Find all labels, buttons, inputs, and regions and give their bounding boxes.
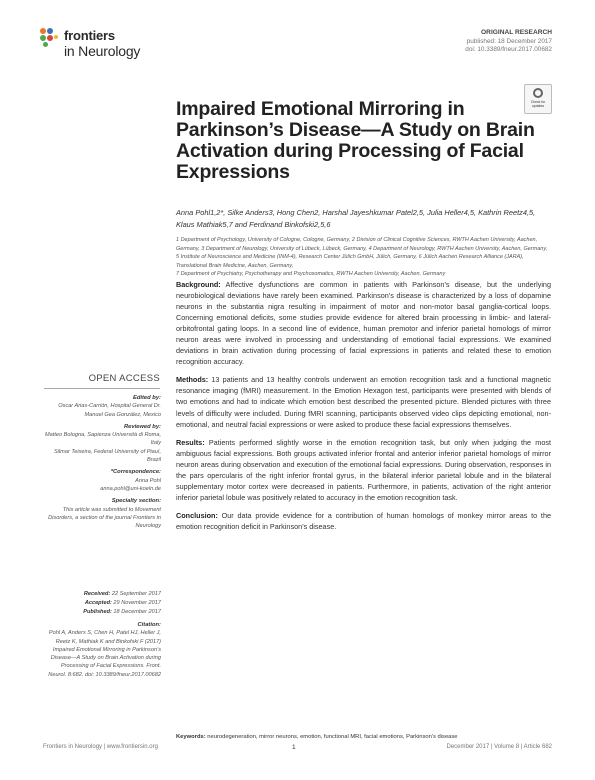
footer-journal-link[interactable]: Frontiers in Neurology | www.frontiersin.org (43, 744, 158, 750)
update-icon (533, 88, 543, 98)
abstract-results: Results: Patients performed slightly worse in the emotion recognition task, but only when judging the most ambiguous facial expressions. Both groups activated inferior frontal and anterior inferior parietal homologs of mirror neuron areas during observation and execution of the emotional facial expressions. During observation, responses in the pars opercularis of the right inferior frontal gyrus, in the bilateral inferior parietal lobule and in the bilateral supplementary motor cortex were decreased in patients. Furthermore, in patients, activation of the right anterior inferior parietal lobule was positively related to accuracy in the emotion recognition task. (176, 437, 551, 502)
footer-volume-info: December 2017 | Volume 8 | Article 682 (446, 744, 552, 750)
abstract-background: Background: Affective dysfunctions are common in patients with Parkinson’s disease, but the underlying neurobiological deviations have rarely been examined. Parkinson’s disease is characterized by a loss of dopamine neurons in the substantia nigra resulting in impairment of motor and non-motor basal ganglia-cortical loops. Concerning emotional deficits, some studies provide evidence for altered brain processing in limbic- and lateral-orbitofrontal gating loops. In a second line of evidence, human premotor and inferior parietal homologs of mirror neuron areas were involved in processing and understanding of emotional facial expressions. We examined deviations in brain activation during processing of facial expressions in patients and related these to emotion recognition accuracy. (176, 280, 551, 367)
open-access-label: OPEN ACCESS (88, 373, 160, 384)
edited-by: Edited by: Oscar Arias-Carrión, Hospital General Dr. Manuel Gea González, Mexico (58, 395, 161, 418)
affiliation-text: 1 Department of Psychology, University of Cologne, Cologne, Germany, 2 Division of Clinical Cognitive Sciences, RWTH Aachen University, Aachen, Germany, 3 Department of Neurology, University of Lübeck, Lübeck, Germany, 4 Department of Neurology, RWTH Aachen University, Aachen, Germany, 5 Institute of Neuroscience and Medicine (INM-4), Research Center Jülich GmbH, Jülich, Germany, 6 Jülich Aachen Research Alliance (JARA), Translational Brain Medicine, Aachen, Germany, (176, 237, 548, 269)
affiliations (176, 236, 551, 279)
abstract (176, 279, 551, 539)
journal-logo[interactable] (40, 26, 180, 66)
accepted-date: Accepted: 29 November 2017 (84, 600, 161, 606)
article-title: Impaired Emotional Mirroring in Parkinson’s Disease—A Study on Brain Activation during Processing of Facial Expressions (176, 98, 535, 183)
sidebar-editorial (44, 394, 161, 534)
affiliation-text: 7 Department of Psychiatry, Psychotherapy and Psychosomatics, RWTH Aachen University, Aachen, Germany (176, 271, 446, 278)
correspondence: *Correspondence: Anna Pohl anna.pohl@uni-koeln.de (44, 468, 161, 493)
article-meta (465, 29, 552, 55)
reviewed-by: Reviewed by: Matteo Bologna, Sapienza Università di Roma, Italy Silmar Teixeira, Federal University of Piauí, Brazil (45, 423, 161, 464)
author-list: Anna Pohl1,2*, Silke Anders3, Hong Chen2, Harshal Jayeshkumar Patel2,5, Julia Heller4,5, Kathrin Reetz4,5, Klaus Mathiak5,7 and Ferdinand Binkofski2,5,6 (176, 208, 536, 229)
abstract-conclusion: Conclusion: Our data provide evidence for a contribution of human homologs of monkey mirror areas to the emotion recognition deficit in Parkinson’s disease. (176, 510, 552, 531)
published-date: published: 18 December 2017 (466, 37, 552, 45)
logo-name: frontiers (64, 28, 115, 43)
article-type: ORIGINAL RESEARCH (481, 29, 552, 36)
published-date-sidebar: Published: 18 December 2017 (83, 609, 161, 615)
article-dates (44, 590, 161, 679)
citation: Citation: Pohl A, Anders S, Chen H, Patel HJ, Heller J, Reetz K, Mathiak K and Binkofski F (2017) Impaired Emotional Mirroring in Parkinson’s Disease—A Study on Brain Activation during Processing of Facial Expressions. Front. Neurol. 8:682. doi: 10.3389/fneur.2017.00682 (48, 622, 161, 678)
correspondence-email-link[interactable]: anna.pohl@uni-koeln.de (100, 485, 161, 492)
received-date: Received: 22 September 2017 (83, 591, 161, 597)
frontiers-logo-icon (40, 28, 60, 50)
abstract-methods: Methods: 13 patients and 13 healthy controls underwent an emotion recognition task and a functional magnetic resonance imaging (fMRI) measurement. In the Emotion Hexagon test, participants were presented with blends of two emotions and had to indicate which emotion best described the presented picture. Blended pictures with three levels of difficulty were included. During fMRI scanning, participants observed video clips depicting emotional, non-emotional, and neutral facial expressions or were asked to produce these facial expressions themselves. (176, 375, 551, 429)
specialty-section: Specialty section: This article was submitted to Movement Disorders, a section of the journal Frontiers in Neurology (48, 498, 161, 530)
doi-link[interactable]: doi: 10.3389/fneur.2017.00682 (465, 46, 552, 53)
page-number: 1 (292, 744, 296, 751)
keywords: Keywords: neurodegeneration, mirror neurons, emotion, functional MRI, facial emotions, Parkinson’s disease (176, 734, 458, 740)
badge-label: Check for updates (530, 100, 546, 108)
divider (44, 388, 160, 389)
logo-journal: in Neurology (64, 43, 141, 59)
